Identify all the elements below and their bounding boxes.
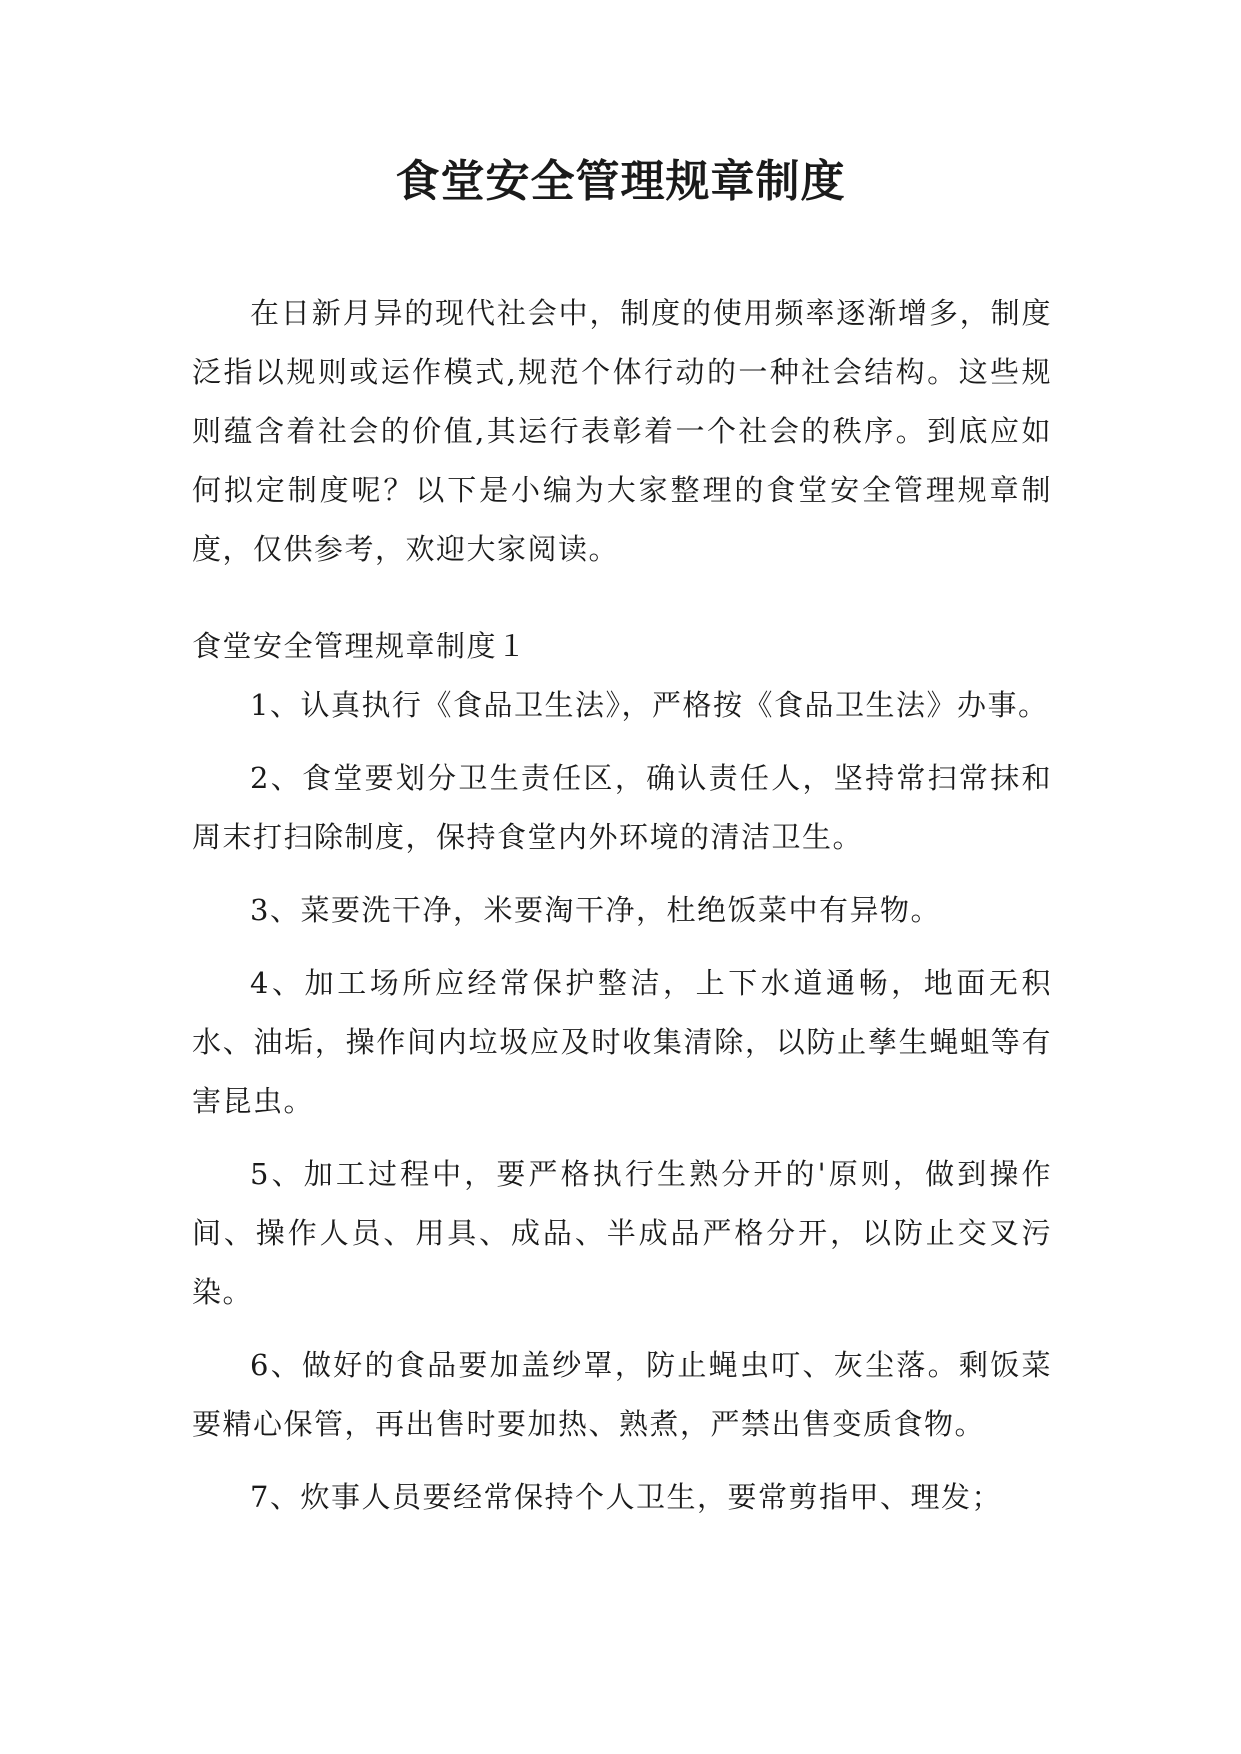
rule-item-2: 2、食堂要划分卫生责任区，确认责任人，坚持常扫常抹和周末打扫除制度，保持食堂内外环境的清洁卫生。 [192,761,1052,854]
section-heading: 食堂安全管理规章制度１ [192,629,528,663]
intro-paragraph: 在日新月异的现代社会中，制度的使用频率逐渐增多，制度泛指以规则或运作模式,规范个体行动的一种社会结构。这些规则蕴含着社会的价值,其运行表彰着一个社会的秩序。到底应如何拟定制度呢？以下是小编为大家整理的食堂安全管理规章制度，仅供参考，欢迎大家阅读。 [192,296,1052,566]
rule-item-5: 5、加工过程中，要严格执行生熟分开的'原则，做到操作间、操作人员、用具、成品、半成品严格分开，以防止交叉污染。 [192,1157,1052,1309]
rule-item-4: 4、加工场所应经常保护整洁，上下水道通畅，地面无积水、油垢，操作间内垃圾应及时收集清除，以防止孳生蝇蛆等有害昆虫。 [192,966,1052,1118]
rule-item-3: 3、菜要洗干净，米要淘干净，杜绝饭菜中有异物。 [250,893,941,927]
rule-item-1: 1、认真执行《食品卫生法》，严格按《食品卫生法》办事。 [250,688,1049,722]
page-title: 食堂安全管理规章制度 [395,156,846,207]
rule-item-7: 7、炊事人员要经常保持个人卫生，要常剪指甲、理发； [250,1480,1002,1514]
document-body [192,284,1052,1527]
rule-item-6: 6、做好的食品要加盖纱罩，防止蝇虫叮、灰尘落。剩饭菜要精心保管，再出售时要加热、熟煮，严禁出售变质食物。 [192,1348,1052,1441]
